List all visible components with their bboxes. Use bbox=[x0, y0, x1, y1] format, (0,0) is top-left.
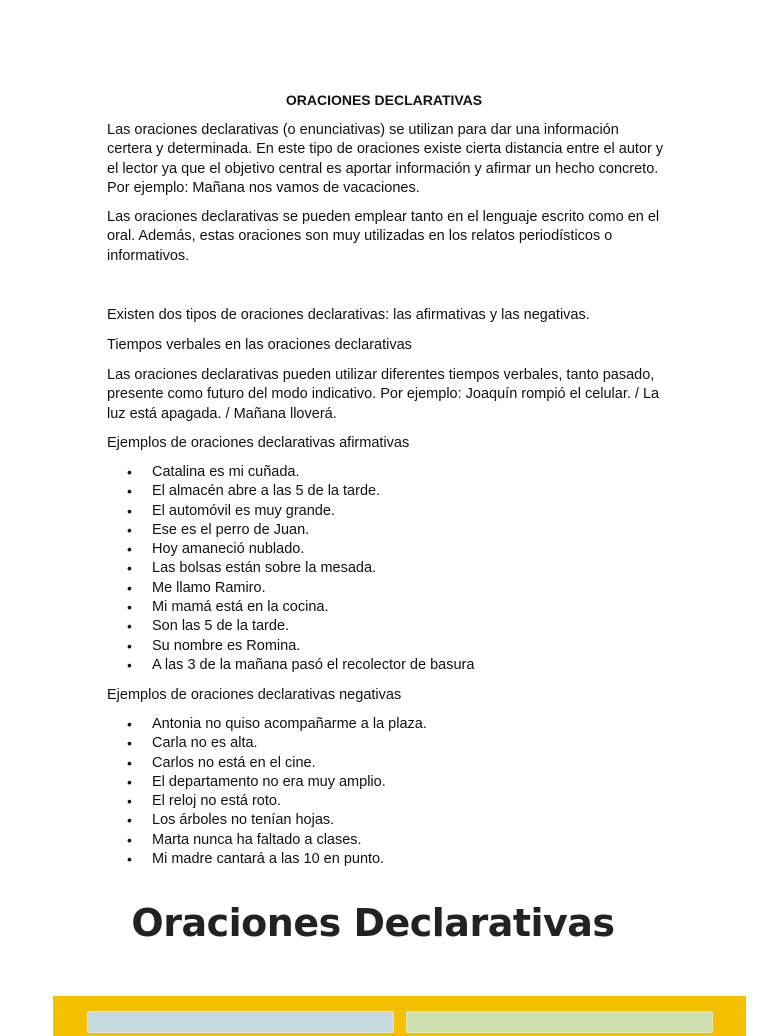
bullet-icon: • bbox=[127, 637, 132, 654]
list-item-text: A las 3 de la mañana pasó el recolector de basura bbox=[152, 656, 475, 673]
list-item bbox=[107, 637, 667, 656]
bullet-icon: • bbox=[127, 579, 132, 596]
negative-examples-heading: Ejemplos de oraciones declarativas negativas bbox=[107, 687, 402, 703]
paragraph-definition: Las oraciones declarativas (o enunciativas) se utilizan para dar una información certera y determinada. En este tipo de oraciones existe cierta distancia entre el autor y el lector ya que el objetivo central es aportar información y afirmar un hecho concreto. Por ejemplo: Mañana nos vamos de vacaciones. bbox=[107, 122, 664, 197]
affirmative-examples-list bbox=[107, 463, 667, 675]
list-item-text: Mi mamá está en la cocina. bbox=[152, 599, 329, 616]
list-item-text: Catalina es mi cuñada. bbox=[152, 464, 300, 480]
bullet-icon: • bbox=[127, 851, 132, 868]
list-item-text: Son las 5 de la tarde. bbox=[152, 618, 290, 635]
bullet-icon: • bbox=[127, 754, 132, 771]
list-item bbox=[107, 482, 667, 501]
list-item-text: Los árboles no tenían hojas. bbox=[152, 812, 335, 829]
bullet-icon: • bbox=[127, 716, 132, 732]
bullet-icon: • bbox=[127, 735, 132, 752]
affirmative-examples-heading: Ejemplos de oraciones declarativas afirmativas bbox=[107, 435, 410, 451]
list-item bbox=[107, 850, 667, 869]
list-item bbox=[107, 502, 667, 521]
bullet-icon: • bbox=[127, 599, 132, 616]
list-item bbox=[107, 831, 667, 850]
bullet-icon: • bbox=[127, 773, 132, 790]
bullet-icon: • bbox=[127, 793, 132, 810]
list-item bbox=[107, 773, 667, 792]
list-item bbox=[107, 579, 667, 598]
list-item-text: El departamento no era muy amplio. bbox=[152, 773, 386, 790]
bullet-icon: • bbox=[127, 618, 132, 635]
list-item bbox=[107, 734, 667, 753]
list-item-text: Su nombre es Romina. bbox=[152, 637, 301, 654]
document-title: ORACIONES DECLARATIVAS bbox=[285, 92, 483, 108]
paragraph-usage: Las oraciones declarativas se pueden emplear tanto en el lenguaje escrito como en el oral. Además, estas oraciones son muy utilizadas en los relatos periodísticos o informativos. bbox=[107, 209, 660, 264]
bullet-icon: • bbox=[127, 521, 132, 538]
list-item-text: El almacén abre a las 5 de la tarde. bbox=[152, 483, 381, 500]
list-item-text: El automóvil es muy grande. bbox=[152, 502, 335, 519]
bullet-icon: • bbox=[127, 541, 132, 558]
bullet-icon: • bbox=[127, 502, 132, 519]
paragraph-verb-tenses: Las oraciones declarativas pueden utilizar diferentes tiempos verbales, tanto pasado, presente como futuro del modo indicativo. Por ejemplo: Joaquín rompió el celular. / La luz está apagada. / Mañana lloverá. bbox=[107, 367, 660, 422]
list-item bbox=[107, 617, 667, 636]
list-item-text: Las bolsas están sobre la mesada. bbox=[152, 560, 377, 577]
list-item bbox=[107, 754, 667, 773]
list-item-text: El reloj no está roto. bbox=[152, 793, 281, 810]
paragraph-types: Existen dos tipos de oraciones declarativas: las afirmativas y las negativas. bbox=[107, 307, 590, 323]
paragraph-verb-tenses-heading: Tiempos verbales en las oraciones declarativas bbox=[107, 337, 412, 353]
list-item-text: Hoy amaneció nublado. bbox=[152, 541, 305, 558]
slide-heading: Oraciones Declarativas bbox=[131, 901, 615, 945]
list-item-text: Ese es el perro de Juan. bbox=[152, 521, 310, 538]
bullet-icon: • bbox=[127, 831, 132, 848]
list-item bbox=[107, 715, 667, 734]
list-item bbox=[107, 598, 667, 617]
bullet-icon: • bbox=[127, 483, 132, 500]
list-item-text: Mi madre cantará a las 10 en punto. bbox=[152, 851, 385, 868]
negative-examples-list bbox=[107, 715, 667, 869]
list-item bbox=[107, 811, 667, 830]
list-item bbox=[107, 463, 667, 482]
slide-panel-left bbox=[87, 1011, 394, 1033]
list-item bbox=[107, 656, 667, 675]
bullet-icon: • bbox=[127, 464, 132, 480]
list-item-text: Carlos no está en el cine. bbox=[152, 754, 316, 771]
list-item bbox=[107, 792, 667, 811]
list-item bbox=[107, 559, 667, 578]
slide-panel-right bbox=[406, 1011, 713, 1033]
list-item-text: Carla no es alta. bbox=[152, 735, 258, 752]
list-item-text: Antonia no quiso acompañarme a la plaza. bbox=[152, 716, 427, 732]
list-item-text: Me llamo Ramiro. bbox=[152, 579, 266, 596]
list-item bbox=[107, 521, 667, 540]
bullet-icon: • bbox=[127, 560, 132, 577]
bullet-icon: • bbox=[127, 812, 132, 829]
bullet-icon: • bbox=[127, 656, 132, 673]
list-item-text: Marta nunca ha faltado a clases. bbox=[152, 831, 362, 848]
list-item bbox=[107, 540, 667, 559]
